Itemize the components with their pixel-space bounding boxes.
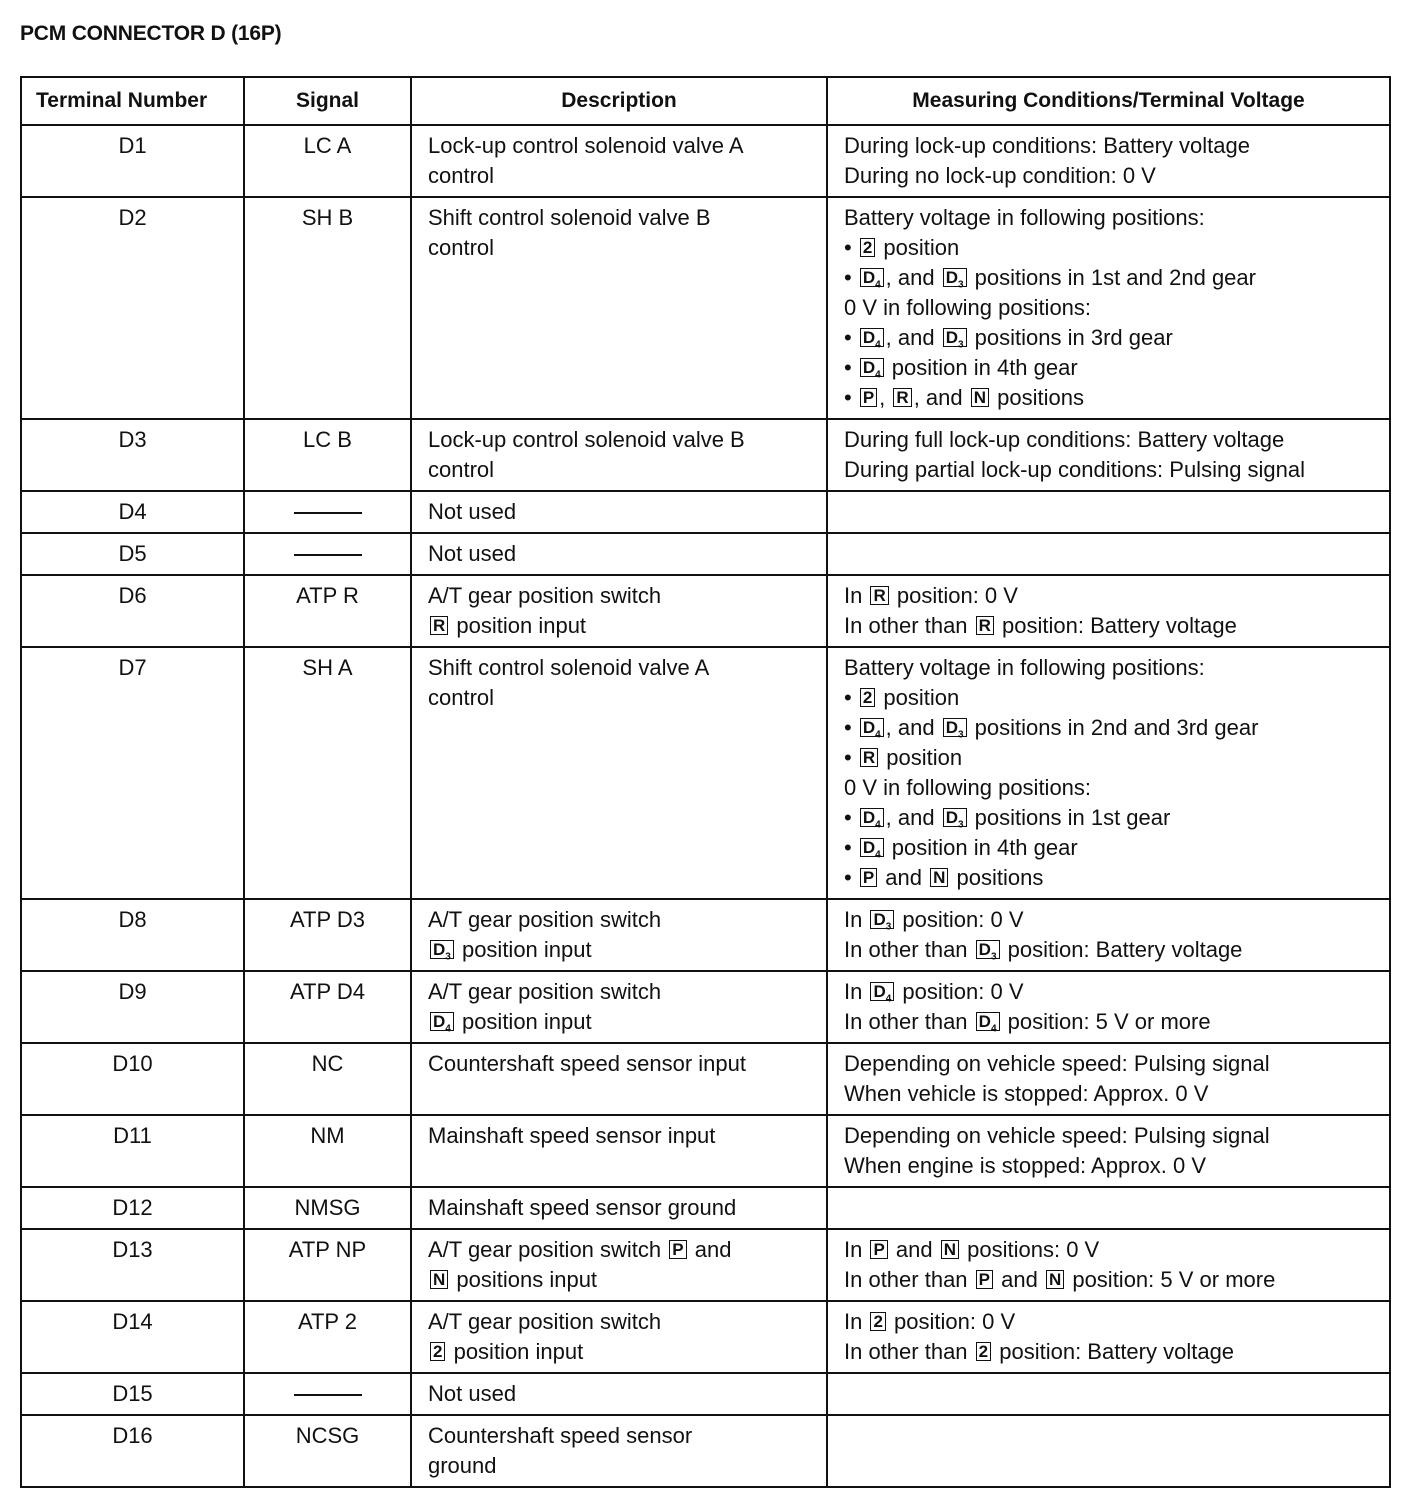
header-terminal-number: Terminal Number bbox=[21, 77, 244, 125]
cell-terminal-number: D6 bbox=[21, 575, 244, 647]
measuring-line: 0 V in following positions: bbox=[844, 775, 1092, 800]
shift-position-symbol: $D_3$ bbox=[943, 268, 967, 287]
table-row bbox=[21, 533, 1390, 575]
cell-measuring-conditions bbox=[827, 125, 1390, 197]
cell-signal bbox=[244, 1373, 411, 1415]
measuring-line: During no lock-up condition: 0 V bbox=[844, 163, 1156, 188]
shift-position-symbol: $D_3$ bbox=[943, 328, 967, 347]
measuring-line: In other than R position: Battery voltage bbox=[844, 613, 1237, 638]
description-line: A/T gear position switch bbox=[428, 583, 662, 608]
cell-signal: ATP D3 bbox=[244, 899, 411, 971]
cell-measuring-conditions bbox=[827, 419, 1390, 491]
table-row bbox=[21, 1187, 1390, 1229]
description-line: Shift control solenoid valve B bbox=[428, 205, 711, 230]
shift-position-symbol: P bbox=[976, 1270, 993, 1289]
shift-position-symbol: P bbox=[860, 388, 877, 407]
measuring-line: • $D_4$ , and $D_3$ positions in 3rd gear bbox=[844, 325, 1173, 351]
shift-position-symbol: 2 bbox=[430, 1342, 445, 1361]
shift-position-symbol: $D_4$ bbox=[870, 982, 894, 1001]
measuring-line: • $D_4$ , and $D_3$ positions in 1st gear bbox=[844, 805, 1171, 831]
cell-terminal-number: D7 bbox=[21, 647, 244, 899]
measuring-line: In other than P and N position: 5 V or more bbox=[844, 1267, 1276, 1292]
shift-position-symbol: $D_4$ bbox=[430, 1012, 454, 1031]
cell-description bbox=[411, 1229, 827, 1301]
measuring-line: When engine is stopped: Approx. 0 V bbox=[844, 1153, 1207, 1178]
cell-measuring-conditions bbox=[827, 533, 1390, 575]
cell-signal: LC B bbox=[244, 419, 411, 491]
cell-signal bbox=[244, 533, 411, 575]
cell-description bbox=[411, 1415, 827, 1487]
shift-position-symbol: R bbox=[860, 748, 878, 767]
description-line: Countershaft speed sensor bbox=[428, 1423, 693, 1448]
measuring-line: • $D_4$ position in 4th gear bbox=[844, 835, 1078, 861]
description-line: Mainshaft speed sensor ground bbox=[428, 1195, 737, 1220]
cell-signal: SH A bbox=[244, 647, 411, 899]
cell-terminal-number: D9 bbox=[21, 971, 244, 1043]
description-line: control bbox=[428, 685, 495, 710]
cell-measuring-conditions bbox=[827, 575, 1390, 647]
cell-signal: NMSG bbox=[244, 1187, 411, 1229]
cell-terminal-number: D16 bbox=[21, 1415, 244, 1487]
measuring-line: In 2 position: 0 V bbox=[844, 1309, 1016, 1334]
description-line: $D_3$ position input bbox=[428, 935, 816, 965]
cell-signal: NM bbox=[244, 1115, 411, 1187]
cell-terminal-number: D8 bbox=[21, 899, 244, 971]
shift-position-symbol: $D_3$ bbox=[976, 940, 1000, 959]
measuring-line: Battery voltage in following positions: bbox=[844, 205, 1205, 230]
measuring-line: • P , R , and N positions bbox=[844, 385, 1084, 410]
cell-description bbox=[411, 1043, 827, 1115]
header-measuring-conditions: Measuring Conditions/Terminal Voltage bbox=[827, 77, 1390, 125]
measuring-line: In $D_3$ position: 0 V bbox=[844, 907, 1024, 933]
description-line: Shift control solenoid valve A bbox=[428, 655, 710, 680]
description-line: control bbox=[428, 235, 495, 260]
shift-position-symbol: 2 bbox=[860, 238, 875, 257]
cell-description bbox=[411, 1373, 827, 1415]
cell-description bbox=[411, 125, 827, 197]
page-title: PCM CONNECTOR D (16P) bbox=[20, 22, 282, 45]
description-line: 2 position input bbox=[428, 1337, 816, 1367]
description-line: A/T gear position switch bbox=[428, 979, 662, 1004]
shift-position-symbol: R bbox=[976, 616, 994, 635]
cell-measuring-conditions bbox=[827, 647, 1390, 899]
shift-position-symbol: $D_3$ bbox=[943, 718, 967, 737]
table-row bbox=[21, 575, 1390, 647]
shift-position-symbol: 2 bbox=[870, 1312, 885, 1331]
cell-signal: NCSG bbox=[244, 1415, 411, 1487]
shift-position-symbol: N bbox=[971, 388, 989, 407]
not-applicable-dash bbox=[294, 1394, 362, 1396]
cell-description bbox=[411, 899, 827, 971]
cell-measuring-conditions bbox=[827, 971, 1390, 1043]
cell-terminal-number: D5 bbox=[21, 533, 244, 575]
measuring-line: In other than $D_4$ position: 5 V or more bbox=[844, 1009, 1211, 1035]
cell-description bbox=[411, 419, 827, 491]
shift-position-symbol: R bbox=[893, 388, 911, 407]
cell-signal: ATP 2 bbox=[244, 1301, 411, 1373]
measuring-line: During partial lock-up conditions: Pulsing signal bbox=[844, 457, 1306, 482]
header-signal: Signal bbox=[244, 77, 411, 125]
table-row bbox=[21, 647, 1390, 899]
description-line: A/T gear position switch bbox=[428, 1309, 662, 1334]
shift-position-symbol: P bbox=[870, 1240, 887, 1259]
measuring-line: In P and N positions: 0 V bbox=[844, 1237, 1100, 1262]
cell-terminal-number: D4 bbox=[21, 491, 244, 533]
cell-terminal-number: D14 bbox=[21, 1301, 244, 1373]
measuring-line: In other than $D_3$ position: Battery voltage bbox=[844, 937, 1243, 963]
measuring-line: • $D_4$ position in 4th gear bbox=[844, 355, 1078, 381]
table-row bbox=[21, 197, 1390, 419]
cell-terminal-number: D11 bbox=[21, 1115, 244, 1187]
cell-measuring-conditions bbox=[827, 197, 1390, 419]
header-description: Description bbox=[411, 77, 827, 125]
measuring-line: In other than 2 position: Battery voltage bbox=[844, 1339, 1235, 1364]
measuring-line: • $D_4$ , and $D_3$ positions in 2nd and 3rd gear bbox=[844, 715, 1259, 741]
cell-description bbox=[411, 491, 827, 533]
shift-position-symbol: $D_3$ bbox=[870, 910, 894, 929]
shift-position-symbol: $D_4$ bbox=[860, 268, 884, 287]
table-body bbox=[21, 125, 1390, 1487]
shift-position-symbol: N bbox=[1046, 1270, 1064, 1289]
cell-description bbox=[411, 533, 827, 575]
description-line: A/T gear position switch P and bbox=[428, 1237, 732, 1262]
description-line: Not used bbox=[428, 541, 517, 566]
shift-position-symbol: $D_4$ bbox=[860, 358, 884, 377]
cell-description bbox=[411, 647, 827, 899]
table-row bbox=[21, 125, 1390, 197]
cell-measuring-conditions bbox=[827, 899, 1390, 971]
shift-position-symbol: 2 bbox=[860, 688, 875, 707]
measuring-line: Depending on vehicle speed: Pulsing signal bbox=[844, 1123, 1270, 1148]
shift-position-symbol: P bbox=[669, 1240, 686, 1259]
measuring-line: Depending on vehicle speed: Pulsing signal bbox=[844, 1051, 1270, 1076]
shift-position-symbol: 2 bbox=[976, 1342, 991, 1361]
cell-terminal-number: D10 bbox=[21, 1043, 244, 1115]
cell-signal bbox=[244, 491, 411, 533]
shift-position-symbol: $D_4$ bbox=[860, 718, 884, 737]
cell-description bbox=[411, 197, 827, 419]
cell-measuring-conditions bbox=[827, 1115, 1390, 1187]
shift-position-symbol: R bbox=[870, 586, 888, 605]
cell-measuring-conditions bbox=[827, 1043, 1390, 1115]
measuring-line: • R position bbox=[844, 745, 963, 770]
table-row bbox=[21, 971, 1390, 1043]
cell-signal: NC bbox=[244, 1043, 411, 1115]
measuring-line: 0 V in following positions: bbox=[844, 295, 1092, 320]
description-line: R position input bbox=[428, 611, 816, 641]
description-line: control bbox=[428, 163, 495, 188]
table-row bbox=[21, 491, 1390, 533]
cell-terminal-number: D13 bbox=[21, 1229, 244, 1301]
cell-measuring-conditions bbox=[827, 1229, 1390, 1301]
connector-terminal-table bbox=[20, 76, 1391, 1488]
shift-position-symbol: N bbox=[930, 868, 948, 887]
description-line: ground bbox=[428, 1453, 497, 1478]
description-line: N positions input bbox=[428, 1265, 816, 1295]
table-row bbox=[21, 1301, 1390, 1373]
table-header-row bbox=[21, 77, 1390, 125]
cell-terminal-number: D2 bbox=[21, 197, 244, 419]
cell-signal: SH B bbox=[244, 197, 411, 419]
table-row bbox=[21, 419, 1390, 491]
cell-measuring-conditions bbox=[827, 491, 1390, 533]
cell-measuring-conditions bbox=[827, 1415, 1390, 1487]
description-line: Not used bbox=[428, 499, 517, 524]
measuring-line: During full lock-up conditions: Battery voltage bbox=[844, 427, 1285, 452]
description-line: $D_4$ position input bbox=[428, 1007, 816, 1037]
measuring-line: In R position: 0 V bbox=[844, 583, 1018, 608]
shift-position-symbol: R bbox=[430, 616, 448, 635]
cell-signal: ATP D4 bbox=[244, 971, 411, 1043]
shift-position-symbol: $D_3$ bbox=[430, 940, 454, 959]
measuring-line: Battery voltage in following positions: bbox=[844, 655, 1205, 680]
not-applicable-dash bbox=[294, 554, 362, 556]
cell-terminal-number: D12 bbox=[21, 1187, 244, 1229]
cell-terminal-number: D1 bbox=[21, 125, 244, 197]
table-row bbox=[21, 1043, 1390, 1115]
measuring-line: • 2 position bbox=[844, 685, 960, 710]
cell-description bbox=[411, 1301, 827, 1373]
shift-position-symbol: $D_4$ bbox=[860, 328, 884, 347]
description-line: Not used bbox=[428, 1381, 517, 1406]
measuring-line: In $D_4$ position: 0 V bbox=[844, 979, 1024, 1005]
shift-position-symbol: N bbox=[430, 1270, 448, 1289]
shift-position-symbol: $D_4$ bbox=[860, 838, 884, 857]
cell-terminal-number: D15 bbox=[21, 1373, 244, 1415]
shift-position-symbol: N bbox=[941, 1240, 959, 1259]
measuring-line: • 2 position bbox=[844, 235, 960, 260]
cell-description bbox=[411, 971, 827, 1043]
description-line: Countershaft speed sensor input bbox=[428, 1051, 746, 1076]
description-line: Lock-up control solenoid valve A bbox=[428, 133, 744, 158]
table-row bbox=[21, 1115, 1390, 1187]
cell-measuring-conditions bbox=[827, 1373, 1390, 1415]
cell-signal: ATP NP bbox=[244, 1229, 411, 1301]
cell-measuring-conditions bbox=[827, 1301, 1390, 1373]
cell-description bbox=[411, 1187, 827, 1229]
cell-description bbox=[411, 575, 827, 647]
description-line: control bbox=[428, 457, 495, 482]
table-row bbox=[21, 1373, 1390, 1415]
not-applicable-dash bbox=[294, 512, 362, 514]
shift-position-symbol: $D_4$ bbox=[976, 1012, 1000, 1031]
shift-position-symbol: $D_4$ bbox=[860, 808, 884, 827]
description-line: Mainshaft speed sensor input bbox=[428, 1123, 716, 1148]
table-row bbox=[21, 1415, 1390, 1487]
table-row bbox=[21, 1229, 1390, 1301]
measuring-line: • P and N positions bbox=[844, 865, 1044, 890]
cell-measuring-conditions bbox=[827, 1187, 1390, 1229]
measuring-line: During lock-up conditions: Battery voltage bbox=[844, 133, 1250, 158]
table-row bbox=[21, 899, 1390, 971]
cell-signal: LC A bbox=[244, 125, 411, 197]
cell-description bbox=[411, 1115, 827, 1187]
measuring-line: When vehicle is stopped: Approx. 0 V bbox=[844, 1081, 1209, 1106]
description-line: Lock-up control solenoid valve B bbox=[428, 427, 745, 452]
shift-position-symbol: P bbox=[860, 868, 877, 887]
description-line: A/T gear position switch bbox=[428, 907, 662, 932]
cell-signal: ATP R bbox=[244, 575, 411, 647]
cell-terminal-number: D3 bbox=[21, 419, 244, 491]
shift-position-symbol: $D_3$ bbox=[943, 808, 967, 827]
measuring-line: • $D_4$ , and $D_3$ positions in 1st and 2nd gear bbox=[844, 265, 1256, 291]
